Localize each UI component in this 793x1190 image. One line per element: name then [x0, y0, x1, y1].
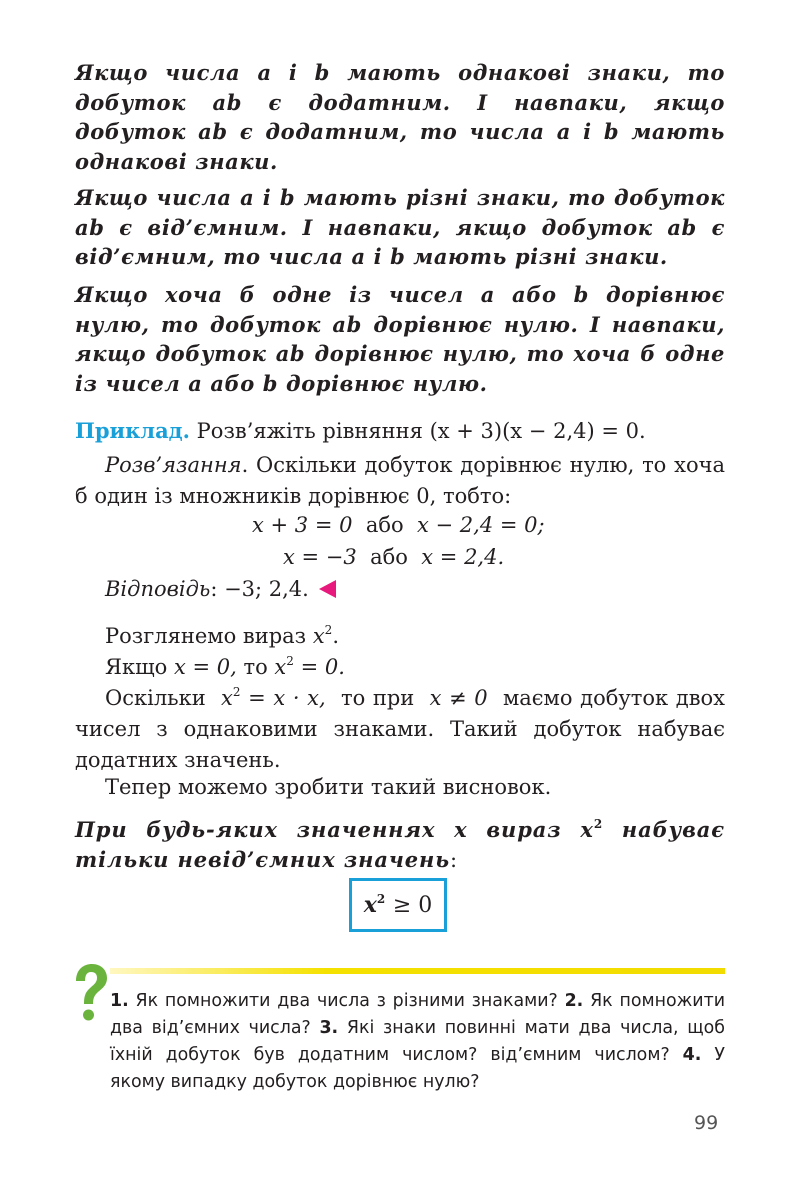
solution-paragraph [75, 450, 725, 512]
rule-zero-product: Якщо хоча б одне із чисел a або b дорівнює нулю, то добуток ab дорівнює нулю. І навпаки, якщо добуток ab дорівнює нулю, то хоча б одне із чисел a або b дорівнює нулю. [75, 282, 725, 396]
solution-text: . Оскільки добуток дорівнює нулю, то хоча б один із множників дорівнює 0, тобто: [75, 453, 725, 508]
equation-row-1 [252, 510, 545, 540]
consider-text: Розглянемо вираз [105, 624, 307, 648]
final-rule: При будь-яких значеннях x вираз $x^2$ набуває тільки невід’ємних значень: [75, 817, 725, 872]
question-mark-icon [70, 963, 110, 1025]
example-task: Розв’яжіть рівняння [196, 419, 423, 443]
if-condition: x = 0, [173, 655, 237, 679]
boxed-inequality-rest: ≥ 0 [392, 892, 433, 918]
answer-value: : −3; 2,4. [210, 577, 309, 601]
question-1: Як помножити два числа з різними знаками? [135, 991, 558, 1011]
eq1-right: x − 2,4 = 0; [417, 513, 545, 537]
then-result: = 0. [300, 655, 345, 679]
since-then: то при [340, 686, 415, 710]
eq1-or: або [365, 513, 404, 537]
rule-same-signs: Якщо числа a і b мають однакові знаки, то добуток ab є додатним. І навпаки, якщо добуток ab є додатним, то числа a і b мають однакові знаки. [75, 60, 725, 174]
eq2-or: або [370, 545, 408, 569]
eq1-left: x + 3 = 0 [252, 513, 353, 537]
if-line: Якщо x = 0, то $x^2 = 0$. [105, 654, 345, 679]
since-condition: x ≠ 0 [429, 686, 488, 710]
consider-line: Розглянемо вираз $x^2$. [105, 623, 339, 648]
final-rule-text: При будь-яких значеннях x вираз [75, 817, 562, 842]
answer-line [105, 574, 336, 604]
conclusion-line: Тепер можемо зробити такий висновок. [105, 775, 552, 799]
eq2-right: x = 2,4. [421, 545, 505, 569]
example-label: Приклад. [75, 418, 190, 443]
solution-label: Розв’язання [105, 453, 242, 477]
question-4: У якому випадку добуток дорівнює нулю? [110, 1045, 725, 1092]
then-word: то [243, 655, 268, 679]
since-paragraph: Оскільки $x^2 = x \cdot x$, то при x ≠ 0 маємо добуток двох чисел з однаковими знаками. Такий добуток набуває додатних значень. [75, 685, 725, 772]
example-equation: (x + 3)(x − 2,4) = 0. [429, 419, 646, 443]
equation-row-2 [283, 542, 504, 572]
answer-label: Відповідь [105, 577, 211, 601]
rule-different-signs: Якщо числа a і b мають різні знаки, то добуток ab є від’ємним. І навпаки, якщо добуток ab є від’ємним, то числа a і b мають різні знаки. [75, 185, 725, 269]
if-word: Якщо [105, 655, 168, 679]
since-word: Оскільки [105, 686, 206, 710]
boxed-inequality: $x^2$ ≥ 0 [349, 878, 447, 932]
review-questions: 1. Як помножити два числа з різними знаками? 2. Як помножити два від’ємних числа? 3. Які знаки повинні мати два числа, щоб їхній добуток був додатним числом? від’ємним числом? 4. У якому випадку добуток дорівнює нулю? [110, 991, 726, 1092]
since-expression: = x · x, [248, 686, 326, 710]
eq2-left: x = −3 [283, 545, 357, 569]
example-line [75, 416, 646, 446]
final-rule-text-end: набуває тільки невід’ємних значень [75, 817, 725, 872]
question-3: Які знаки повинні мати два числа, щоб їхній добуток був додатним числом? від’ємним числом? [110, 1018, 726, 1065]
questions-divider [110, 968, 725, 974]
final-rule-colon: : [449, 847, 458, 872]
since-rest: маємо добуток двох чисел з однаковими знаками. Такий добуток набуває додатних значень. [75, 686, 725, 772]
page-number: 99 [694, 1112, 719, 1134]
question-2: Як помножити два від’ємних числа? [110, 991, 725, 1038]
end-of-example-marker-icon [319, 580, 336, 598]
